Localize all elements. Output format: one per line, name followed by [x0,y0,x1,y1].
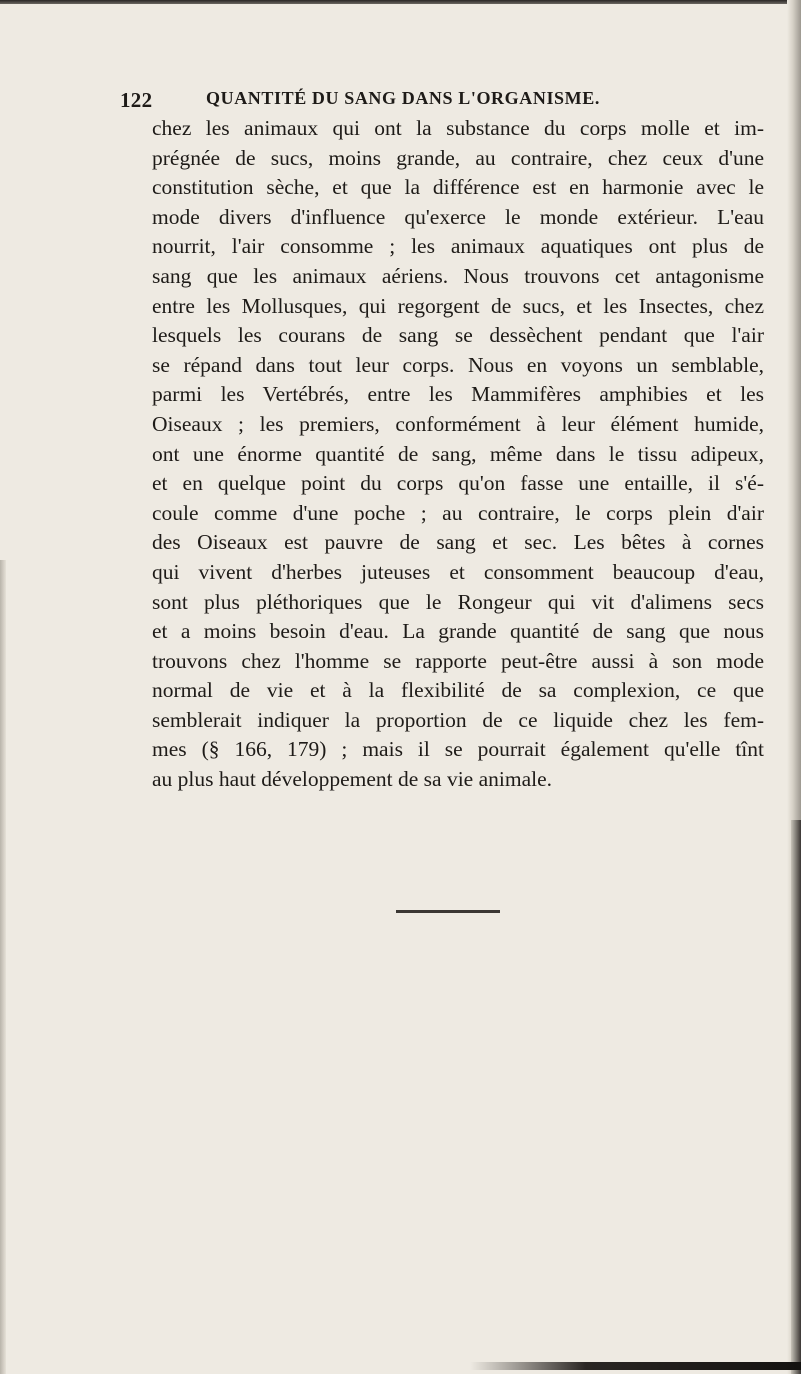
text-line: chez les animaux qui ont la substance du corps molle et im- [152,116,764,140]
text-line: semblerait indiquer la proportion de ce liquide chez les fem- [152,707,764,732]
text-line: prégnée de sucs, moins grande, au contraire, chez ceux d'une [152,145,764,170]
text-line: des Oiseaux est pauvre de sang et sec. Les bêtes à cornes [152,530,764,555]
text-line: constitution sèche, et que la différence est en harmonie avec le [152,175,764,200]
page-bottom-rule [470,1362,801,1370]
end-rule [396,910,500,913]
page-number: 122 [120,88,153,112]
text-line: sang que les animaux aériens. Nous trouvons cet antagonisme [152,263,764,288]
text-line: se répand dans tout leur corps. Nous en voyons un semblable, [152,352,764,377]
body-paragraph [152,114,764,795]
text-line: trouvons chez l'homme se rapporte peut-être aussi à son mode [152,648,764,673]
text-line: entre les Mollusques, qui regorgent de sucs, et les Insectes, chez [152,293,764,318]
text-line: normal de vie et à la flexibilité de sa complexion, ce que [152,678,764,703]
running-title: QUANTITÉ DU SANG DANS L'ORGANISME. [206,88,600,108]
page-right-edge-shadow [791,820,801,1374]
text-line: et en quelque point du corps qu'on fasse une entaille, il s'é- [152,471,764,496]
text-line: sont plus pléthoriques que le Rongeur qui vit d'alimens secs [152,589,764,614]
text-line: mes (§ 166, 179) ; mais il se pourrait également qu'elle tînt [152,737,764,762]
text-line: au plus haut développement de sa vie animale. [152,767,553,792]
text-line: et a moins besoin d'eau. La grande quantité de sang que nous [152,619,764,644]
text-line: parmi les Vertébrés, entre les Mammifères amphibies et les [152,382,764,407]
page-top-edge [0,0,801,4]
text-line: coule comme d'une poche ; au contraire, le corps plein d'air [152,500,764,525]
text-line: ont une énorme quantité de sang, même dans le tissu adipeux, [152,441,764,466]
page-left-edge [0,560,6,1374]
text-line: mode divers d'influence qu'exerce le monde extérieur. L'eau [152,204,764,229]
text-line: lesquels les courans de sang se dessèchent pendant que l'air [152,323,764,348]
text-line: Oiseaux ; les premiers, conformément à leur élément humide, [152,411,764,436]
running-head [120,84,760,114]
text-line: qui vivent d'herbes juteuses et consomment beaucoup d'eau, [152,559,764,584]
text-line: nourrit, l'air consomme ; les animaux aquatiques ont plus de [152,234,764,259]
